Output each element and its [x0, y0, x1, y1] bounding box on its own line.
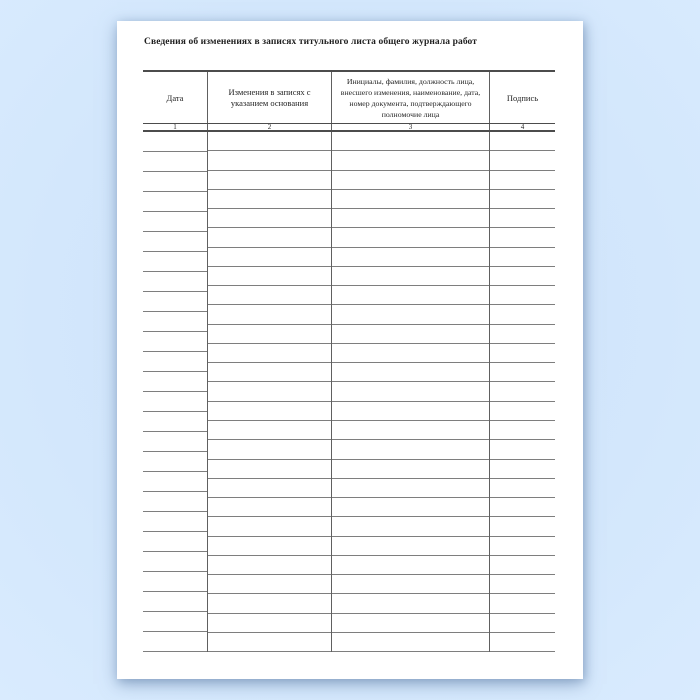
empty-table-cell: [208, 267, 331, 286]
empty-table-cell: [490, 633, 555, 652]
empty-table-cell: [490, 171, 555, 190]
empty-table-cell: [490, 248, 555, 267]
table-header-row: [143, 72, 555, 124]
empty-table-cell: [208, 614, 331, 633]
empty-table-cell: [208, 190, 331, 209]
empty-table-cell: [143, 212, 207, 232]
page-title: Сведения об изменениях в записях титульного листа общего журнала работ: [144, 37, 478, 47]
empty-table-cell: [143, 492, 207, 512]
empty-table-cell: [490, 209, 555, 228]
empty-table-cell: [143, 192, 207, 212]
empty-table-cell: [143, 572, 207, 592]
empty-table-cell: [143, 552, 207, 572]
empty-table-cell: [208, 382, 331, 401]
empty-table-cell: [332, 209, 489, 228]
empty-table-cell: [332, 594, 489, 613]
empty-table-cell: [208, 537, 331, 556]
column-numbers-row: [143, 124, 555, 132]
empty-table-cell: [332, 267, 489, 286]
empty-table-cell: [143, 292, 207, 312]
empty-table-cell: [143, 312, 207, 332]
empty-table-cell: [490, 594, 555, 613]
empty-table-cell: [143, 332, 207, 352]
empty-table-cell: [143, 452, 207, 472]
column-number-4: 4: [520, 123, 525, 131]
empty-table-cell: [332, 344, 489, 363]
empty-table-cell: [332, 286, 489, 305]
empty-table-cell: [332, 382, 489, 401]
body-column-person: [332, 132, 490, 652]
empty-table-cell: [208, 209, 331, 228]
empty-table-cell: [332, 498, 489, 517]
empty-table-cell: [332, 556, 489, 575]
empty-table-cell: [143, 512, 207, 532]
empty-table-cell: [208, 575, 331, 594]
empty-table-cell: [332, 228, 489, 247]
empty-table-cell: [490, 286, 555, 305]
empty-table-cell: [490, 344, 555, 363]
empty-table-cell: [332, 440, 489, 459]
empty-table-cell: [490, 190, 555, 209]
column-number-1: 1: [143, 124, 208, 130]
empty-table-cell: [490, 325, 555, 344]
empty-table-cell: [143, 532, 207, 552]
table-body: [143, 132, 555, 652]
empty-table-cell: [490, 305, 555, 324]
empty-table-cell: [143, 152, 207, 172]
header-cell-signature: [490, 72, 555, 123]
empty-table-cell: [490, 363, 555, 382]
empty-table-cell: [332, 614, 489, 633]
empty-table-cell: [143, 352, 207, 372]
empty-table-cell: [208, 344, 331, 363]
empty-table-cell: [208, 517, 331, 536]
empty-table-cell: [332, 517, 489, 536]
body-column-date: [143, 132, 208, 652]
empty-table-cell: [143, 272, 207, 292]
empty-table-cell: [490, 132, 555, 151]
empty-table-cell: [143, 372, 207, 392]
empty-table-cell: [332, 248, 489, 267]
empty-table-cell: [490, 498, 555, 517]
empty-table-cell: [490, 421, 555, 440]
empty-table-cell: [143, 232, 207, 252]
empty-table-cell: [208, 421, 331, 440]
empty-table-cell: [208, 363, 331, 382]
empty-table-cell: [208, 248, 331, 267]
empty-table-cell: [490, 402, 555, 421]
empty-table-cell: [143, 472, 207, 492]
empty-table-cell: [143, 392, 207, 412]
header-cell-date: [143, 72, 208, 123]
header-cell-changes-basis: [208, 72, 332, 123]
header-label-date: Дата: [166, 92, 184, 103]
empty-table-cell: [332, 363, 489, 382]
empty-table-cell: [208, 479, 331, 498]
empty-table-cell: [208, 402, 331, 421]
empty-table-cell: [490, 460, 555, 479]
header-label-changes-basis: Изменения в записях с указанием основания: [228, 86, 311, 108]
body-column-changes: [208, 132, 332, 652]
empty-table-cell: [208, 440, 331, 459]
empty-table-cell: [143, 252, 207, 272]
empty-table-cell: [208, 594, 331, 613]
empty-table-cell: [332, 575, 489, 594]
empty-table-cell: [143, 632, 207, 652]
empty-table-cell: [143, 592, 207, 612]
empty-table-cell: [490, 517, 555, 536]
empty-table-cell: [208, 633, 331, 652]
empty-table-cell: [208, 171, 331, 190]
empty-table-cell: [332, 132, 489, 151]
empty-table-cell: [490, 575, 555, 594]
column-number-2: 2: [208, 124, 332, 130]
empty-table-cell: [208, 460, 331, 479]
empty-table-cell: [143, 132, 207, 152]
empty-table-cell: [143, 172, 207, 192]
empty-table-cell: [332, 305, 489, 324]
header-label-signature: Подпись: [506, 92, 539, 103]
empty-table-cell: [332, 460, 489, 479]
empty-table-cell: [490, 228, 555, 247]
empty-table-cell: [490, 151, 555, 170]
column-number-3: 3: [332, 124, 490, 130]
empty-table-cell: [490, 267, 555, 286]
empty-table-cell: [332, 402, 489, 421]
empty-table-cell: [332, 190, 489, 209]
empty-table-cell: [208, 286, 331, 305]
empty-table-cell: [490, 537, 555, 556]
empty-table-cell: [208, 228, 331, 247]
empty-table-cell: [208, 556, 331, 575]
header-label-person-document: Инициалы, фамилия, должность лица, внесшего изменения, наименование, дата, номер документа, подтверждающего полномочие лица: [340, 76, 481, 119]
empty-table-cell: [490, 479, 555, 498]
changes-table: [143, 70, 555, 652]
empty-table-cell: [332, 537, 489, 556]
document-page: [117, 21, 583, 679]
empty-table-cell: [143, 612, 207, 632]
empty-table-cell: [332, 171, 489, 190]
empty-table-cell: [143, 432, 207, 452]
empty-table-cell: [332, 151, 489, 170]
empty-table-cell: [208, 132, 331, 151]
empty-table-cell: [208, 325, 331, 344]
empty-table-cell: [332, 479, 489, 498]
header-cell-person-document: [332, 72, 490, 123]
empty-table-cell: [208, 305, 331, 324]
empty-table-cell: [490, 382, 555, 401]
empty-table-cell: [490, 440, 555, 459]
empty-table-cell: [143, 412, 207, 432]
empty-table-cell: [332, 325, 489, 344]
empty-table-cell: [490, 556, 555, 575]
empty-table-cell: [208, 151, 331, 170]
empty-table-cell: [332, 421, 489, 440]
empty-table-cell: [332, 633, 489, 652]
empty-table-cell: [490, 614, 555, 633]
body-column-signature: [490, 132, 555, 652]
empty-table-cell: [208, 498, 331, 517]
